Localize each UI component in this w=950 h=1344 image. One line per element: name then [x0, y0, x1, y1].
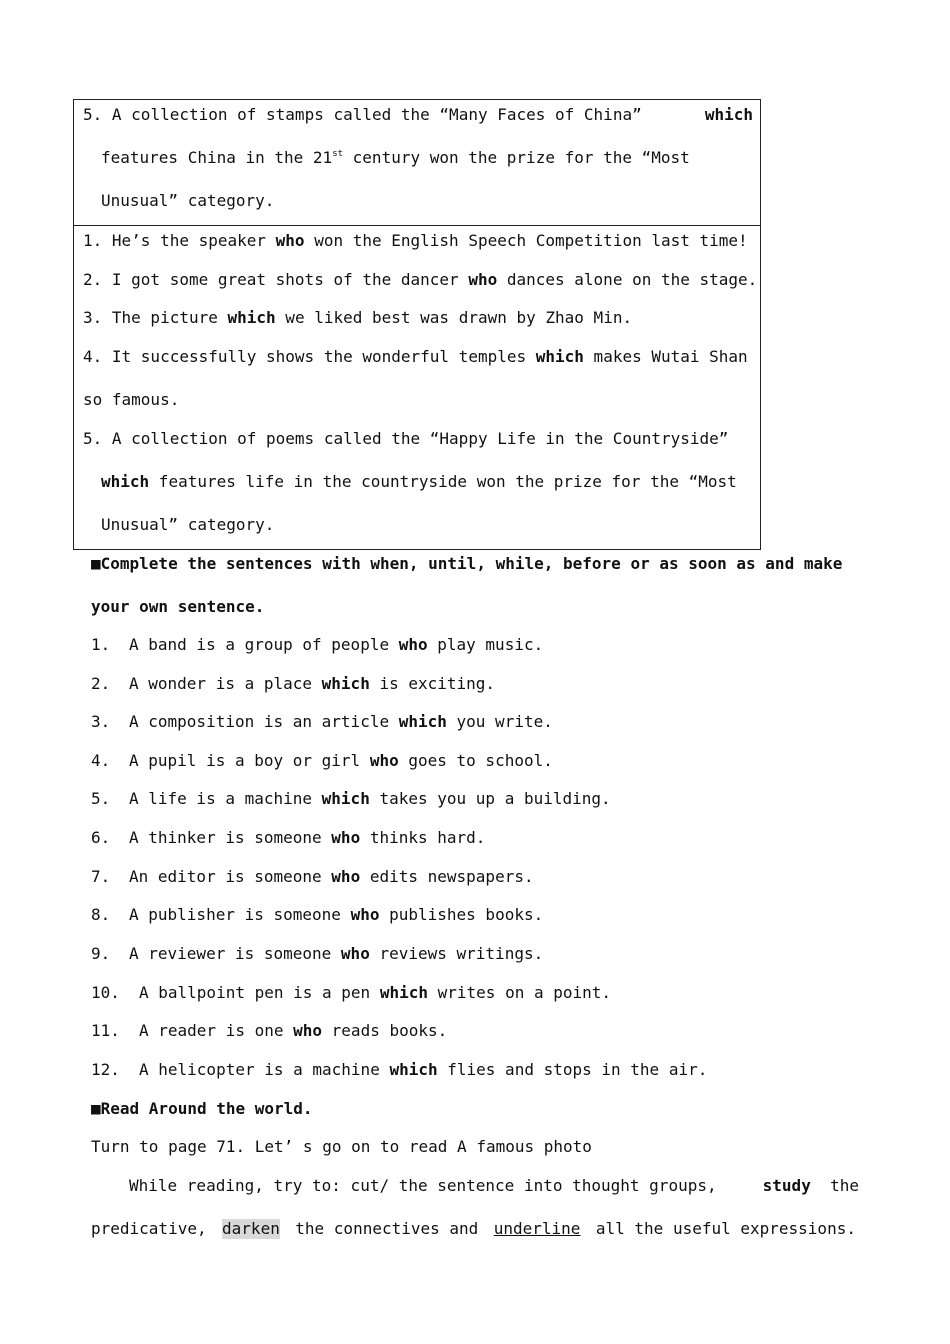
bold-keyword: which [398, 712, 447, 731]
answer-4: 4. It successfully shows the wonderful temples which makes Wutai Shan [83, 347, 748, 366]
list-item [91, 944, 543, 964]
bold-keyword: which [535, 347, 584, 366]
item-number: 5. [91, 789, 111, 808]
text: edits newspapers. [360, 867, 534, 886]
bold-keyword: who [275, 231, 305, 250]
answer-5-cont: which features life in the countryside won the prize for the “Most [101, 472, 737, 491]
text: predicative, [91, 1219, 207, 1238]
text: A composition is an article [129, 712, 399, 731]
item-number: 3. [91, 712, 111, 731]
text: A publisher is someone [129, 905, 351, 924]
text: A life is a machine [129, 789, 322, 808]
bold-keyword: who [331, 828, 361, 847]
example-box [73, 99, 761, 226]
text: writes on a point. [428, 983, 612, 1002]
answer-box [73, 225, 761, 550]
answer-2: 2. I got some great shots of the dancer who dances alone on the stage. [83, 270, 758, 289]
answer-5: 5. A collection of poems called the “Happy Life in the Countryside” [83, 429, 729, 448]
text: play music. [427, 635, 544, 654]
list-item [91, 1060, 707, 1080]
bold-keyword: who [398, 635, 428, 654]
instruction-line-1 [129, 1176, 859, 1196]
answer-3: 3. The picture which we liked best was drawn by Zhao Min. [83, 308, 633, 327]
bold-keyword: which [227, 308, 276, 327]
text: A thinker is someone [129, 828, 332, 847]
text: all the useful expressions. [595, 1219, 856, 1238]
bold-keyword: who [340, 944, 370, 963]
answer-1: 1. He’s the speaker who won the English Speech Competition last time! [83, 231, 748, 250]
item-number: 8. [91, 905, 111, 924]
text: A band is a group of people [129, 635, 399, 654]
text: A collection of stamps called the “Many Faces of China” [111, 105, 642, 124]
answer-4-cont: so famous. [83, 390, 180, 409]
list-item [91, 635, 543, 655]
text: the connectives and [295, 1219, 479, 1238]
box1-line3: Unusual” category. [101, 191, 275, 210]
text: flies and stops in the air. [437, 1060, 708, 1079]
text: A pupil is a boy or girl [129, 751, 370, 770]
box1-line1 [83, 105, 753, 125]
text: A reviewer is someone [129, 944, 341, 963]
item-number: 12. [91, 1060, 120, 1079]
bold-keyword: which [389, 1060, 438, 1079]
bold-keyword: which [704, 105, 753, 124]
text: A reader is one [139, 1021, 294, 1040]
bold-keyword: who [331, 867, 361, 886]
text: is exciting. [369, 674, 496, 693]
item-number: 10. [91, 983, 120, 1002]
box1-line2 [101, 148, 753, 168]
item-number: 2. [91, 674, 111, 693]
bold-keyword: who [293, 1021, 323, 1040]
bold-keyword: who [350, 905, 380, 924]
text: century won the prize for the “Most [343, 148, 690, 167]
list-item [91, 905, 543, 925]
superscript: st [332, 149, 344, 159]
bold-keyword: who [468, 270, 498, 289]
list-item [91, 867, 534, 887]
text: the [830, 1176, 859, 1195]
text: A ballpoint pen is a pen [139, 983, 380, 1002]
list-item [91, 789, 611, 809]
text: A helicopter is a machine [139, 1060, 390, 1079]
text: reviews writings. [369, 944, 544, 963]
section-heading: ■Complete the sentences with when, until, while, before or as soon as and make [91, 554, 843, 573]
bold-keyword: which [321, 674, 370, 693]
section-heading-cont: your own sentence. [91, 597, 265, 616]
underlined-word: underline [493, 1219, 581, 1238]
bold-keyword: who [369, 751, 399, 770]
answer-5-end: Unusual” category. [101, 515, 275, 534]
text: goes to school. [398, 751, 553, 770]
text: you write. [446, 712, 553, 731]
list-item [91, 1021, 447, 1041]
list-item [91, 828, 485, 848]
list-item [91, 751, 553, 771]
bold-keyword: study [762, 1176, 811, 1195]
text: takes you up a building. [369, 789, 611, 808]
instruction-line-2 [91, 1219, 856, 1239]
list-item [91, 674, 495, 694]
item-number: 6. [91, 828, 111, 847]
text: publishes books. [379, 905, 544, 924]
item-number: 7. [91, 867, 111, 886]
list-item [91, 983, 611, 1003]
bold-keyword: which [321, 789, 370, 808]
text: thinks hard. [360, 828, 486, 847]
bold-keyword: which [379, 983, 428, 1002]
item-number: 9. [91, 944, 111, 963]
highlighted-word: darken [222, 1219, 280, 1238]
read-heading: ■Read Around the world. [91, 1099, 313, 1118]
bold-keyword: which [101, 472, 150, 491]
text: While reading, try to: cut/ the sentence into thought groups, [129, 1176, 717, 1195]
text: An editor is someone [129, 867, 332, 886]
text: features China in the 21 [101, 148, 333, 167]
text: reads books. [322, 1021, 448, 1040]
item-number: 11. [91, 1021, 120, 1040]
item-number: 4. [91, 751, 111, 770]
item-number: 5. [83, 105, 103, 124]
item-number: 1. [91, 635, 111, 654]
list-item [91, 712, 553, 732]
read-intro: Turn to page 71. Let’ s go on to read A famous photo [91, 1137, 592, 1156]
text: A wonder is a place [129, 674, 322, 693]
